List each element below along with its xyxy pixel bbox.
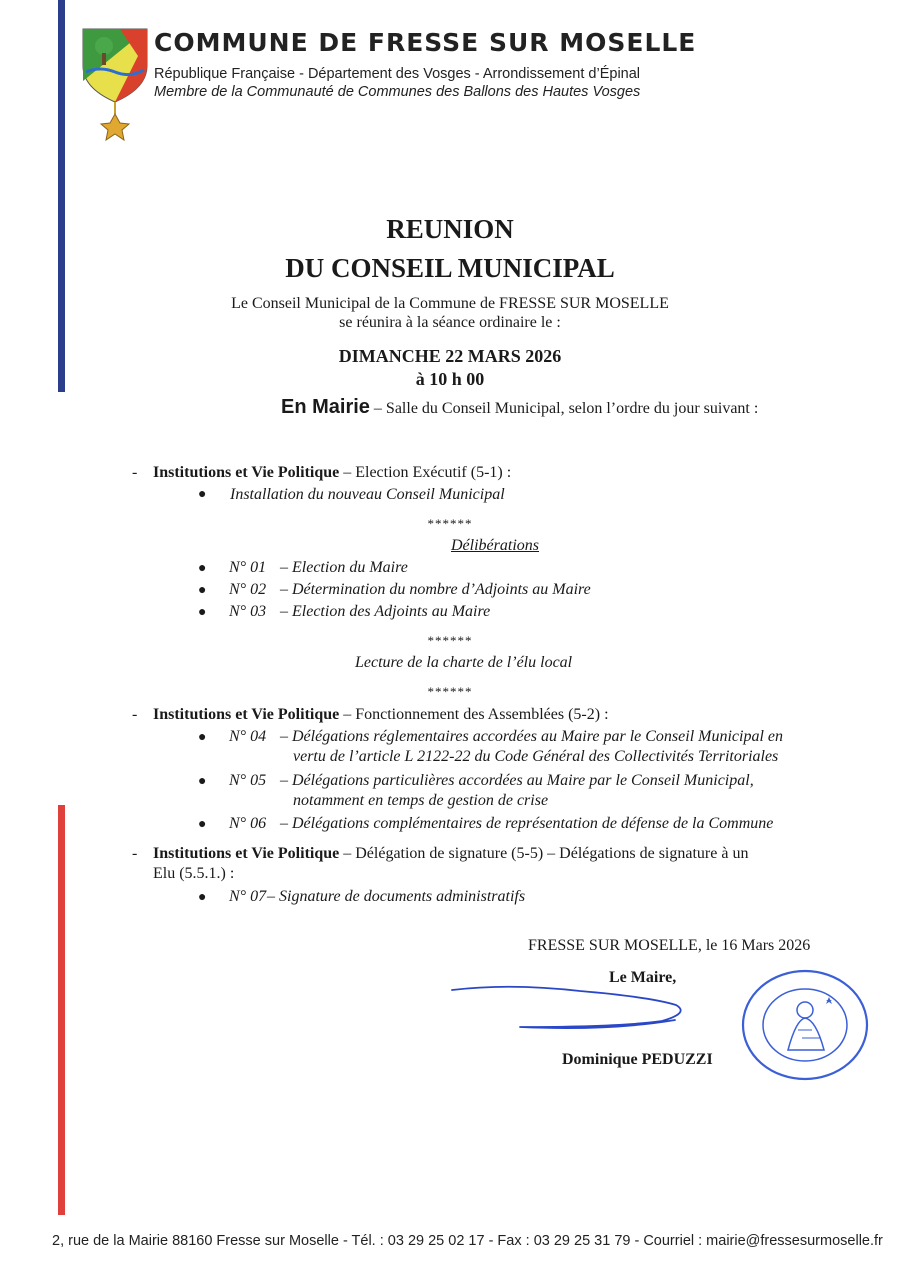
item-07-number: N° 07 bbox=[229, 888, 267, 905]
dash-marker: - bbox=[132, 706, 138, 723]
bullet-icon: ● bbox=[198, 890, 207, 905]
letterhead bbox=[80, 26, 780, 146]
place-bold: En Mairie bbox=[281, 396, 370, 418]
section-2-rest: – Fonctionnement des Assemblées (5-2) : bbox=[339, 706, 609, 723]
section-1-bold: Institutions et Vie Politique bbox=[153, 464, 340, 481]
header-subtitle: République Française - Département des Vosges - Arrondissement d’Épinal bbox=[154, 66, 641, 82]
place-and-date: FRESSE SUR MOSELLE, le 16 Mars 2026 bbox=[528, 937, 811, 954]
item-05-number: N° 05 bbox=[229, 772, 267, 789]
bullet-icon: ● bbox=[198, 730, 207, 745]
official-seal-icon bbox=[740, 968, 870, 1083]
meeting-place bbox=[281, 396, 758, 419]
item-01-number: N° 01 bbox=[229, 559, 267, 576]
bullet-icon: ● bbox=[198, 774, 207, 789]
bullet-icon: ● bbox=[198, 583, 207, 598]
commune-title: COMMUNE DE FRESSE SUR MOSELLE bbox=[154, 28, 697, 57]
item-03-number: N° 03 bbox=[229, 603, 267, 620]
section-1-heading bbox=[153, 464, 511, 482]
separator: ****** bbox=[427, 633, 473, 648]
item-02-text: – Détermination du nombre d’Adjoints au Maire bbox=[280, 581, 591, 598]
item-03-text: – Election des Adjoints au Maire bbox=[280, 603, 491, 620]
place-rest: – Salle du Conseil Municipal, selon l’ordre du jour suivant : bbox=[369, 400, 759, 417]
section-1-item: Installation du nouveau Conseil Municipal bbox=[230, 486, 505, 503]
separator: ****** bbox=[427, 684, 473, 699]
flag-stripe-blue bbox=[58, 0, 65, 392]
item-07-text: – Signature de documents administratifs bbox=[267, 888, 526, 905]
dash-marker: - bbox=[132, 464, 138, 481]
deliberations-heading: Délibérations bbox=[451, 537, 539, 554]
section-2-heading bbox=[153, 706, 609, 724]
item-06-number: N° 06 bbox=[229, 815, 267, 832]
section-1-rest: – Election Exécutif (5-1) : bbox=[339, 464, 512, 481]
item-06-text: – Délégations complémentaires de représentation de défense de la Commune bbox=[280, 815, 774, 832]
bullet-icon: ● bbox=[198, 817, 207, 832]
item-02-number: N° 02 bbox=[229, 581, 267, 598]
section-3-bold: Institutions et Vie Politique bbox=[153, 845, 340, 862]
item-05-text-1: – Délégations particulières accordées au Maire par le Conseil Municipal, bbox=[280, 772, 754, 789]
header-membership: Membre de la Communauté de Communes des Ballons des Hautes Vosges bbox=[154, 84, 641, 100]
meeting-subtitle: DU CONSEIL MUNICIPAL bbox=[285, 253, 615, 283]
dash-marker: - bbox=[132, 845, 138, 862]
section-3-heading-cont: Elu (5.5.1.) : bbox=[153, 865, 235, 882]
item-01-text: – Election du Maire bbox=[280, 559, 408, 576]
signatory-name: Dominique PEDUZZI bbox=[562, 1051, 713, 1068]
intro-line-1: Le Conseil Municipal de la Commune de FRESSE SUR MOSELLE bbox=[231, 295, 669, 312]
separator: ****** bbox=[427, 516, 473, 531]
charter-reading: Lecture de la charte de l’élu local bbox=[355, 654, 573, 671]
section-2-bold: Institutions et Vie Politique bbox=[153, 706, 340, 723]
item-05-text-2: notamment en temps de gestion de crise bbox=[293, 792, 549, 809]
section-3-rest: – Délégation de signature (5-5) – Délégations de signature à un bbox=[339, 845, 749, 862]
flag-stripe-white bbox=[58, 392, 65, 805]
meeting-time: à 10 h 00 bbox=[415, 369, 485, 389]
section-3-heading bbox=[153, 845, 748, 863]
item-04-number: N° 04 bbox=[229, 728, 267, 745]
bullet-icon: ● bbox=[198, 487, 207, 502]
signatory-role: Le Maire, bbox=[609, 969, 677, 986]
footer-contact: 2, rue de la Mairie 88160 Fresse sur Moselle - Tél. : 03 29 25 02 17 - Fax : 03 29 25 31 79 - Courriel : mairie@fressesurmoselle.fr bbox=[52, 1233, 883, 1249]
signature-icon bbox=[450, 975, 710, 1045]
meeting-date: DIMANCHE 22 MARS 2026 bbox=[338, 346, 562, 366]
coat-of-arms-icon bbox=[80, 26, 150, 146]
item-04-text-1: – Délégations réglementaires accordées au Maire par le Conseil Municipal en bbox=[280, 728, 784, 745]
flag-stripe-red bbox=[58, 805, 65, 1215]
intro-line-2: se réunira à la séance ordinaire le : bbox=[339, 314, 561, 331]
meeting-title: REUNION bbox=[386, 214, 514, 244]
bullet-icon: ● bbox=[198, 605, 207, 620]
item-04-text-2: vertu de l’article L 2122-22 du Code Général des Collectivités Territoriales bbox=[293, 748, 779, 765]
bullet-icon: ● bbox=[198, 561, 207, 576]
